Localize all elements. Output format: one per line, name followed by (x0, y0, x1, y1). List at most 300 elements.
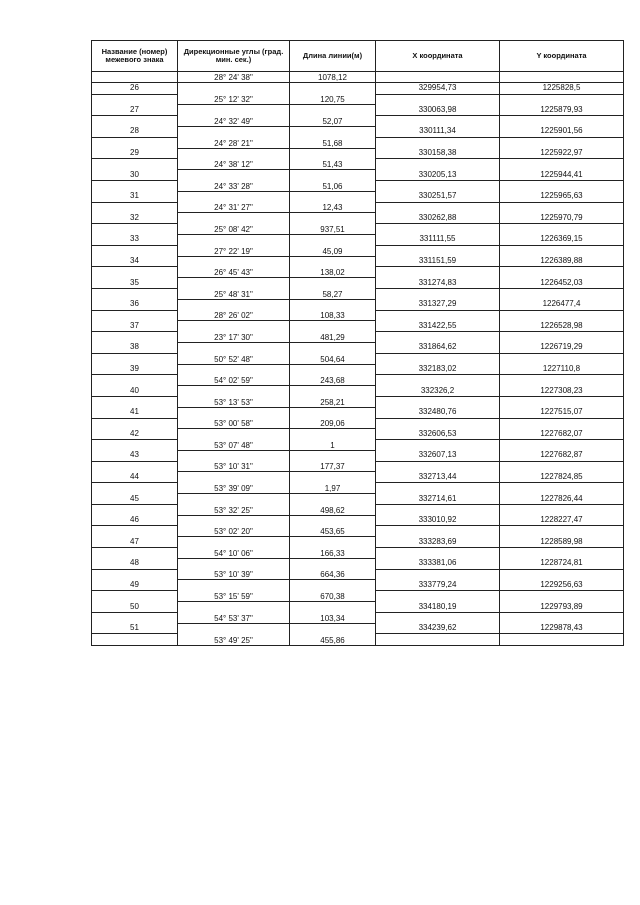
empty-cell (178, 342, 290, 353)
y-coordinate: 1229256,63 (500, 580, 624, 591)
point-number: 29 (92, 148, 178, 159)
y-coordinate: 1227110,8 (500, 364, 624, 375)
y-coordinate: 1227308,23 (500, 386, 624, 397)
empty-cell (500, 159, 624, 170)
empty-cell (376, 94, 500, 105)
line-length: 103,34 (290, 612, 376, 623)
empty-cell (178, 623, 290, 634)
y-coordinate: 1228227,47 (500, 515, 624, 526)
table-header-row (92, 41, 624, 72)
empty-cell (500, 353, 624, 364)
line-length: 455,86 (290, 634, 376, 645)
point-number: 33 (92, 234, 178, 245)
coordinates-table (91, 40, 624, 646)
empty-cell (290, 126, 376, 137)
empty-cell (290, 537, 376, 548)
direction-angle: 53° 39' 09" (178, 483, 290, 494)
segment-row (92, 504, 624, 515)
empty-cell (178, 515, 290, 526)
empty-cell (376, 461, 500, 472)
coordinates-sheet (91, 40, 624, 646)
empty-cell (376, 483, 500, 494)
x-coordinate: 333779,24 (376, 580, 500, 591)
point-row (92, 558, 624, 569)
header-angle: Дирекционные углы (град. мин. сек.) (178, 41, 290, 72)
point-number: 47 (92, 537, 178, 548)
point-row (92, 386, 624, 397)
segment-row (92, 245, 624, 256)
line-length: 258,21 (290, 396, 376, 407)
point-row (92, 321, 624, 332)
empty-cell (290, 278, 376, 289)
point-row (92, 364, 624, 375)
point-number: 30 (92, 170, 178, 181)
empty-cell (500, 634, 624, 645)
y-coordinate: 1227682,87 (500, 450, 624, 461)
y-coordinate: 1228724,81 (500, 558, 624, 569)
direction-angle: 54° 02' 59" (178, 375, 290, 386)
empty-cell (92, 353, 178, 364)
line-length: 937,51 (290, 224, 376, 235)
empty-cell (500, 483, 624, 494)
empty-cell (178, 321, 290, 332)
header-length: Длина линии(м) (290, 41, 376, 72)
point-row (92, 602, 624, 613)
point-row (92, 472, 624, 483)
point-row (92, 278, 624, 289)
segment-row (92, 526, 624, 537)
point-row (92, 83, 624, 94)
direction-angle: 53° 10' 31" (178, 461, 290, 472)
empty-cell (92, 418, 178, 429)
line-length: 51,68 (290, 137, 376, 148)
line-length: 209,06 (290, 418, 376, 429)
empty-cell (290, 321, 376, 332)
y-coordinate: 1227515,07 (500, 407, 624, 418)
point-row (92, 191, 624, 202)
y-coordinate: 1225922,97 (500, 148, 624, 159)
empty-cell (500, 116, 624, 127)
direction-angle: 28° 24' 38" (178, 72, 290, 83)
x-coordinate: 333283,69 (376, 537, 500, 548)
empty-cell (376, 288, 500, 299)
empty-cell (500, 180, 624, 191)
empty-cell (290, 580, 376, 591)
y-coordinate: 1227826,44 (500, 494, 624, 505)
empty-cell (500, 375, 624, 386)
empty-cell (290, 170, 376, 181)
direction-angle: 24° 33' 28" (178, 180, 290, 191)
y-coordinate: 1226528,98 (500, 321, 624, 332)
empty-cell (178, 429, 290, 440)
empty-cell (92, 612, 178, 623)
empty-cell (290, 386, 376, 397)
direction-angle: 24° 38' 12" (178, 159, 290, 170)
point-row (92, 450, 624, 461)
point-number: 39 (92, 364, 178, 375)
empty-cell (500, 548, 624, 559)
empty-cell (178, 558, 290, 569)
line-length: 1,97 (290, 483, 376, 494)
point-number: 31 (92, 191, 178, 202)
segment-row (92, 461, 624, 472)
empty-cell (92, 396, 178, 407)
point-number: 46 (92, 515, 178, 526)
empty-cell (290, 558, 376, 569)
line-length: 51,43 (290, 159, 376, 170)
point-number: 50 (92, 602, 178, 613)
point-row (92, 256, 624, 267)
empty-cell (500, 310, 624, 321)
x-coordinate: 333010,92 (376, 515, 500, 526)
point-row (92, 537, 624, 548)
empty-cell (178, 83, 290, 94)
segment-row (92, 353, 624, 364)
point-number: 44 (92, 472, 178, 483)
empty-cell (92, 548, 178, 559)
x-coordinate: 331151,59 (376, 256, 500, 267)
segment-row (92, 332, 624, 343)
x-coordinate: 329954,73 (376, 83, 500, 94)
empty-cell (376, 396, 500, 407)
empty-cell (178, 407, 290, 418)
y-coordinate: 1226477,4 (500, 299, 624, 310)
empty-cell (178, 213, 290, 224)
point-number: 48 (92, 558, 178, 569)
empty-cell (500, 202, 624, 213)
empty-cell (290, 299, 376, 310)
line-length: 58,27 (290, 288, 376, 299)
point-number: 40 (92, 386, 178, 397)
point-number: 41 (92, 407, 178, 418)
empty-cell (290, 623, 376, 634)
empty-cell (376, 116, 500, 127)
empty-cell (376, 375, 500, 386)
point-row (92, 105, 624, 116)
empty-cell (376, 591, 500, 602)
direction-angle: 53° 00' 58" (178, 418, 290, 429)
point-row (92, 234, 624, 245)
empty-cell (290, 429, 376, 440)
point-row (92, 580, 624, 591)
empty-cell (376, 418, 500, 429)
direction-angle: 53° 10' 39" (178, 569, 290, 580)
empty-cell (290, 191, 376, 202)
empty-cell (376, 137, 500, 148)
x-coordinate: 332183,02 (376, 364, 500, 375)
line-length: 1078,12 (290, 72, 376, 83)
empty-cell (376, 310, 500, 321)
empty-cell (500, 245, 624, 256)
empty-cell (178, 450, 290, 461)
empty-cell (500, 267, 624, 278)
empty-cell (178, 494, 290, 505)
empty-cell (290, 472, 376, 483)
point-number: 32 (92, 213, 178, 224)
point-row (92, 126, 624, 137)
empty-cell (376, 180, 500, 191)
empty-cell (500, 526, 624, 537)
point-row (92, 213, 624, 224)
direction-angle: 24° 31' 27" (178, 202, 290, 213)
empty-cell (178, 170, 290, 181)
empty-cell (178, 537, 290, 548)
point-row (92, 299, 624, 310)
segment-row (92, 116, 624, 127)
empty-cell (92, 94, 178, 105)
segment-row (92, 375, 624, 386)
empty-cell (500, 440, 624, 451)
y-coordinate: 1225970,79 (500, 213, 624, 224)
empty-cell (92, 332, 178, 343)
empty-cell (500, 137, 624, 148)
segment-row (92, 180, 624, 191)
empty-cell (376, 332, 500, 343)
empty-cell (92, 569, 178, 580)
empty-cell (178, 148, 290, 159)
empty-cell (290, 256, 376, 267)
empty-cell (92, 461, 178, 472)
empty-cell (92, 137, 178, 148)
line-length: 504,64 (290, 353, 376, 364)
point-number: 28 (92, 126, 178, 137)
empty-cell (376, 159, 500, 170)
line-length: 108,33 (290, 310, 376, 321)
empty-cell (376, 526, 500, 537)
line-length: 51,06 (290, 180, 376, 191)
point-row (92, 494, 624, 505)
x-coordinate: 333381,06 (376, 558, 500, 569)
line-length: 177,37 (290, 461, 376, 472)
direction-angle: 53° 49' 25" (178, 634, 290, 645)
line-length: 481,29 (290, 332, 376, 343)
x-coordinate: 331327,29 (376, 299, 500, 310)
empty-cell (92, 504, 178, 515)
empty-cell (92, 483, 178, 494)
direction-angle: 25° 48' 31" (178, 288, 290, 299)
empty-cell (376, 224, 500, 235)
empty-cell (92, 310, 178, 321)
table-body (92, 72, 624, 646)
line-length: 45,09 (290, 245, 376, 256)
x-coordinate: 330111,34 (376, 126, 500, 137)
point-number: 49 (92, 580, 178, 591)
segment-row (92, 569, 624, 580)
y-coordinate: 1225901,56 (500, 126, 624, 137)
empty-cell (92, 159, 178, 170)
segment-row (92, 267, 624, 278)
direction-angle: 25° 08' 42" (178, 224, 290, 235)
x-coordinate: 331111,55 (376, 234, 500, 245)
point-number: 43 (92, 450, 178, 461)
y-coordinate: 1225944,41 (500, 170, 624, 181)
x-coordinate: 332326,2 (376, 386, 500, 397)
empty-cell (92, 72, 178, 83)
direction-angle: 23° 17' 30" (178, 332, 290, 343)
empty-cell (376, 548, 500, 559)
x-coordinate: 332714,61 (376, 494, 500, 505)
empty-cell (92, 245, 178, 256)
direction-angle: 24° 32' 49" (178, 116, 290, 127)
direction-angle: 25° 12' 32" (178, 94, 290, 105)
x-coordinate: 330262,88 (376, 213, 500, 224)
empty-cell (290, 148, 376, 159)
empty-cell (500, 504, 624, 515)
empty-cell (500, 396, 624, 407)
empty-cell (178, 602, 290, 613)
segment-row (92, 418, 624, 429)
empty-cell (92, 526, 178, 537)
y-coordinate: 1229793,89 (500, 602, 624, 613)
point-number: 27 (92, 105, 178, 116)
empty-cell (92, 202, 178, 213)
direction-angle: 28° 26' 02" (178, 310, 290, 321)
line-length: 52,07 (290, 116, 376, 127)
empty-cell (500, 94, 624, 105)
empty-cell (92, 267, 178, 278)
point-row (92, 170, 624, 181)
x-coordinate: 332606,53 (376, 429, 500, 440)
direction-angle: 54° 53' 37" (178, 612, 290, 623)
empty-cell (500, 418, 624, 429)
x-coordinate: 331422,55 (376, 321, 500, 332)
y-coordinate: 1229878,43 (500, 623, 624, 634)
empty-cell (290, 83, 376, 94)
empty-cell (92, 288, 178, 299)
direction-angle: 24° 28' 21" (178, 137, 290, 148)
line-length: 1 (290, 440, 376, 451)
empty-cell (178, 299, 290, 310)
x-coordinate: 334180,19 (376, 602, 500, 613)
y-coordinate: 1226719,29 (500, 342, 624, 353)
segment-row (92, 72, 624, 83)
x-coordinate: 332480,76 (376, 407, 500, 418)
point-number: 38 (92, 342, 178, 353)
segment-row (92, 94, 624, 105)
empty-cell (178, 386, 290, 397)
empty-cell (290, 407, 376, 418)
empty-cell (178, 191, 290, 202)
segment-row (92, 483, 624, 494)
line-length: 670,38 (290, 591, 376, 602)
y-coordinate: 1226369,15 (500, 234, 624, 245)
segment-row (92, 310, 624, 321)
point-number: 26 (92, 83, 178, 94)
empty-cell (92, 224, 178, 235)
empty-cell (92, 634, 178, 645)
y-coordinate: 1227682,07 (500, 429, 624, 440)
point-row (92, 623, 624, 634)
empty-cell (376, 353, 500, 364)
x-coordinate: 330205,13 (376, 170, 500, 181)
x-coordinate: 330063,98 (376, 105, 500, 116)
point-number: 45 (92, 494, 178, 505)
empty-cell (500, 72, 624, 83)
empty-cell (376, 440, 500, 451)
point-number: 34 (92, 256, 178, 267)
point-number: 42 (92, 429, 178, 440)
x-coordinate: 330158,38 (376, 148, 500, 159)
segment-row (92, 288, 624, 299)
point-row (92, 515, 624, 526)
y-coordinate: 1225965,63 (500, 191, 624, 202)
direction-angle: 53° 13' 53" (178, 396, 290, 407)
direction-angle: 53° 07' 48" (178, 440, 290, 451)
header-point: Название (номер) межевого знака (92, 41, 178, 72)
direction-angle: 27° 22' 19" (178, 245, 290, 256)
y-coordinate: 1227824,85 (500, 472, 624, 483)
direction-angle: 53° 32' 25" (178, 504, 290, 515)
point-number: 37 (92, 321, 178, 332)
empty-cell (178, 580, 290, 591)
empty-cell (92, 116, 178, 127)
line-length: 453,65 (290, 526, 376, 537)
empty-cell (500, 288, 624, 299)
x-coordinate: 332713,44 (376, 472, 500, 483)
empty-cell (500, 569, 624, 580)
line-length: 166,33 (290, 548, 376, 559)
point-row (92, 342, 624, 353)
empty-cell (500, 332, 624, 343)
point-row (92, 429, 624, 440)
y-coordinate: 1225828,5 (500, 83, 624, 94)
segment-row (92, 612, 624, 623)
empty-cell (290, 213, 376, 224)
segment-row (92, 159, 624, 170)
empty-cell (92, 591, 178, 602)
empty-cell (290, 515, 376, 526)
x-coordinate: 331864,62 (376, 342, 500, 353)
segment-row (92, 440, 624, 451)
segment-row (92, 396, 624, 407)
empty-cell (376, 267, 500, 278)
y-coordinate: 1228589,98 (500, 537, 624, 548)
line-length: 243,68 (290, 375, 376, 386)
segment-row (92, 634, 624, 645)
empty-cell (178, 364, 290, 375)
header-x: X координата (376, 41, 500, 72)
empty-cell (290, 450, 376, 461)
x-coordinate: 330251,57 (376, 191, 500, 202)
empty-cell (92, 375, 178, 386)
empty-cell (376, 612, 500, 623)
empty-cell (376, 569, 500, 580)
empty-cell (376, 634, 500, 645)
y-coordinate: 1226452,03 (500, 278, 624, 289)
empty-cell (92, 180, 178, 191)
y-coordinate: 1226389,88 (500, 256, 624, 267)
empty-cell (290, 105, 376, 116)
empty-cell (178, 278, 290, 289)
direction-angle: 50° 52' 48" (178, 353, 290, 364)
empty-cell (376, 72, 500, 83)
empty-cell (178, 256, 290, 267)
empty-cell (290, 364, 376, 375)
y-coordinate: 1225879,93 (500, 105, 624, 116)
point-row (92, 148, 624, 159)
point-row (92, 407, 624, 418)
direction-angle: 54° 10' 06" (178, 548, 290, 559)
empty-cell (290, 234, 376, 245)
empty-cell (500, 612, 624, 623)
direction-angle: 26° 45' 43" (178, 267, 290, 278)
empty-cell (290, 602, 376, 613)
empty-cell (376, 245, 500, 256)
segment-row (92, 224, 624, 235)
line-length: 120,75 (290, 94, 376, 105)
line-length: 12,43 (290, 202, 376, 213)
empty-cell (376, 202, 500, 213)
